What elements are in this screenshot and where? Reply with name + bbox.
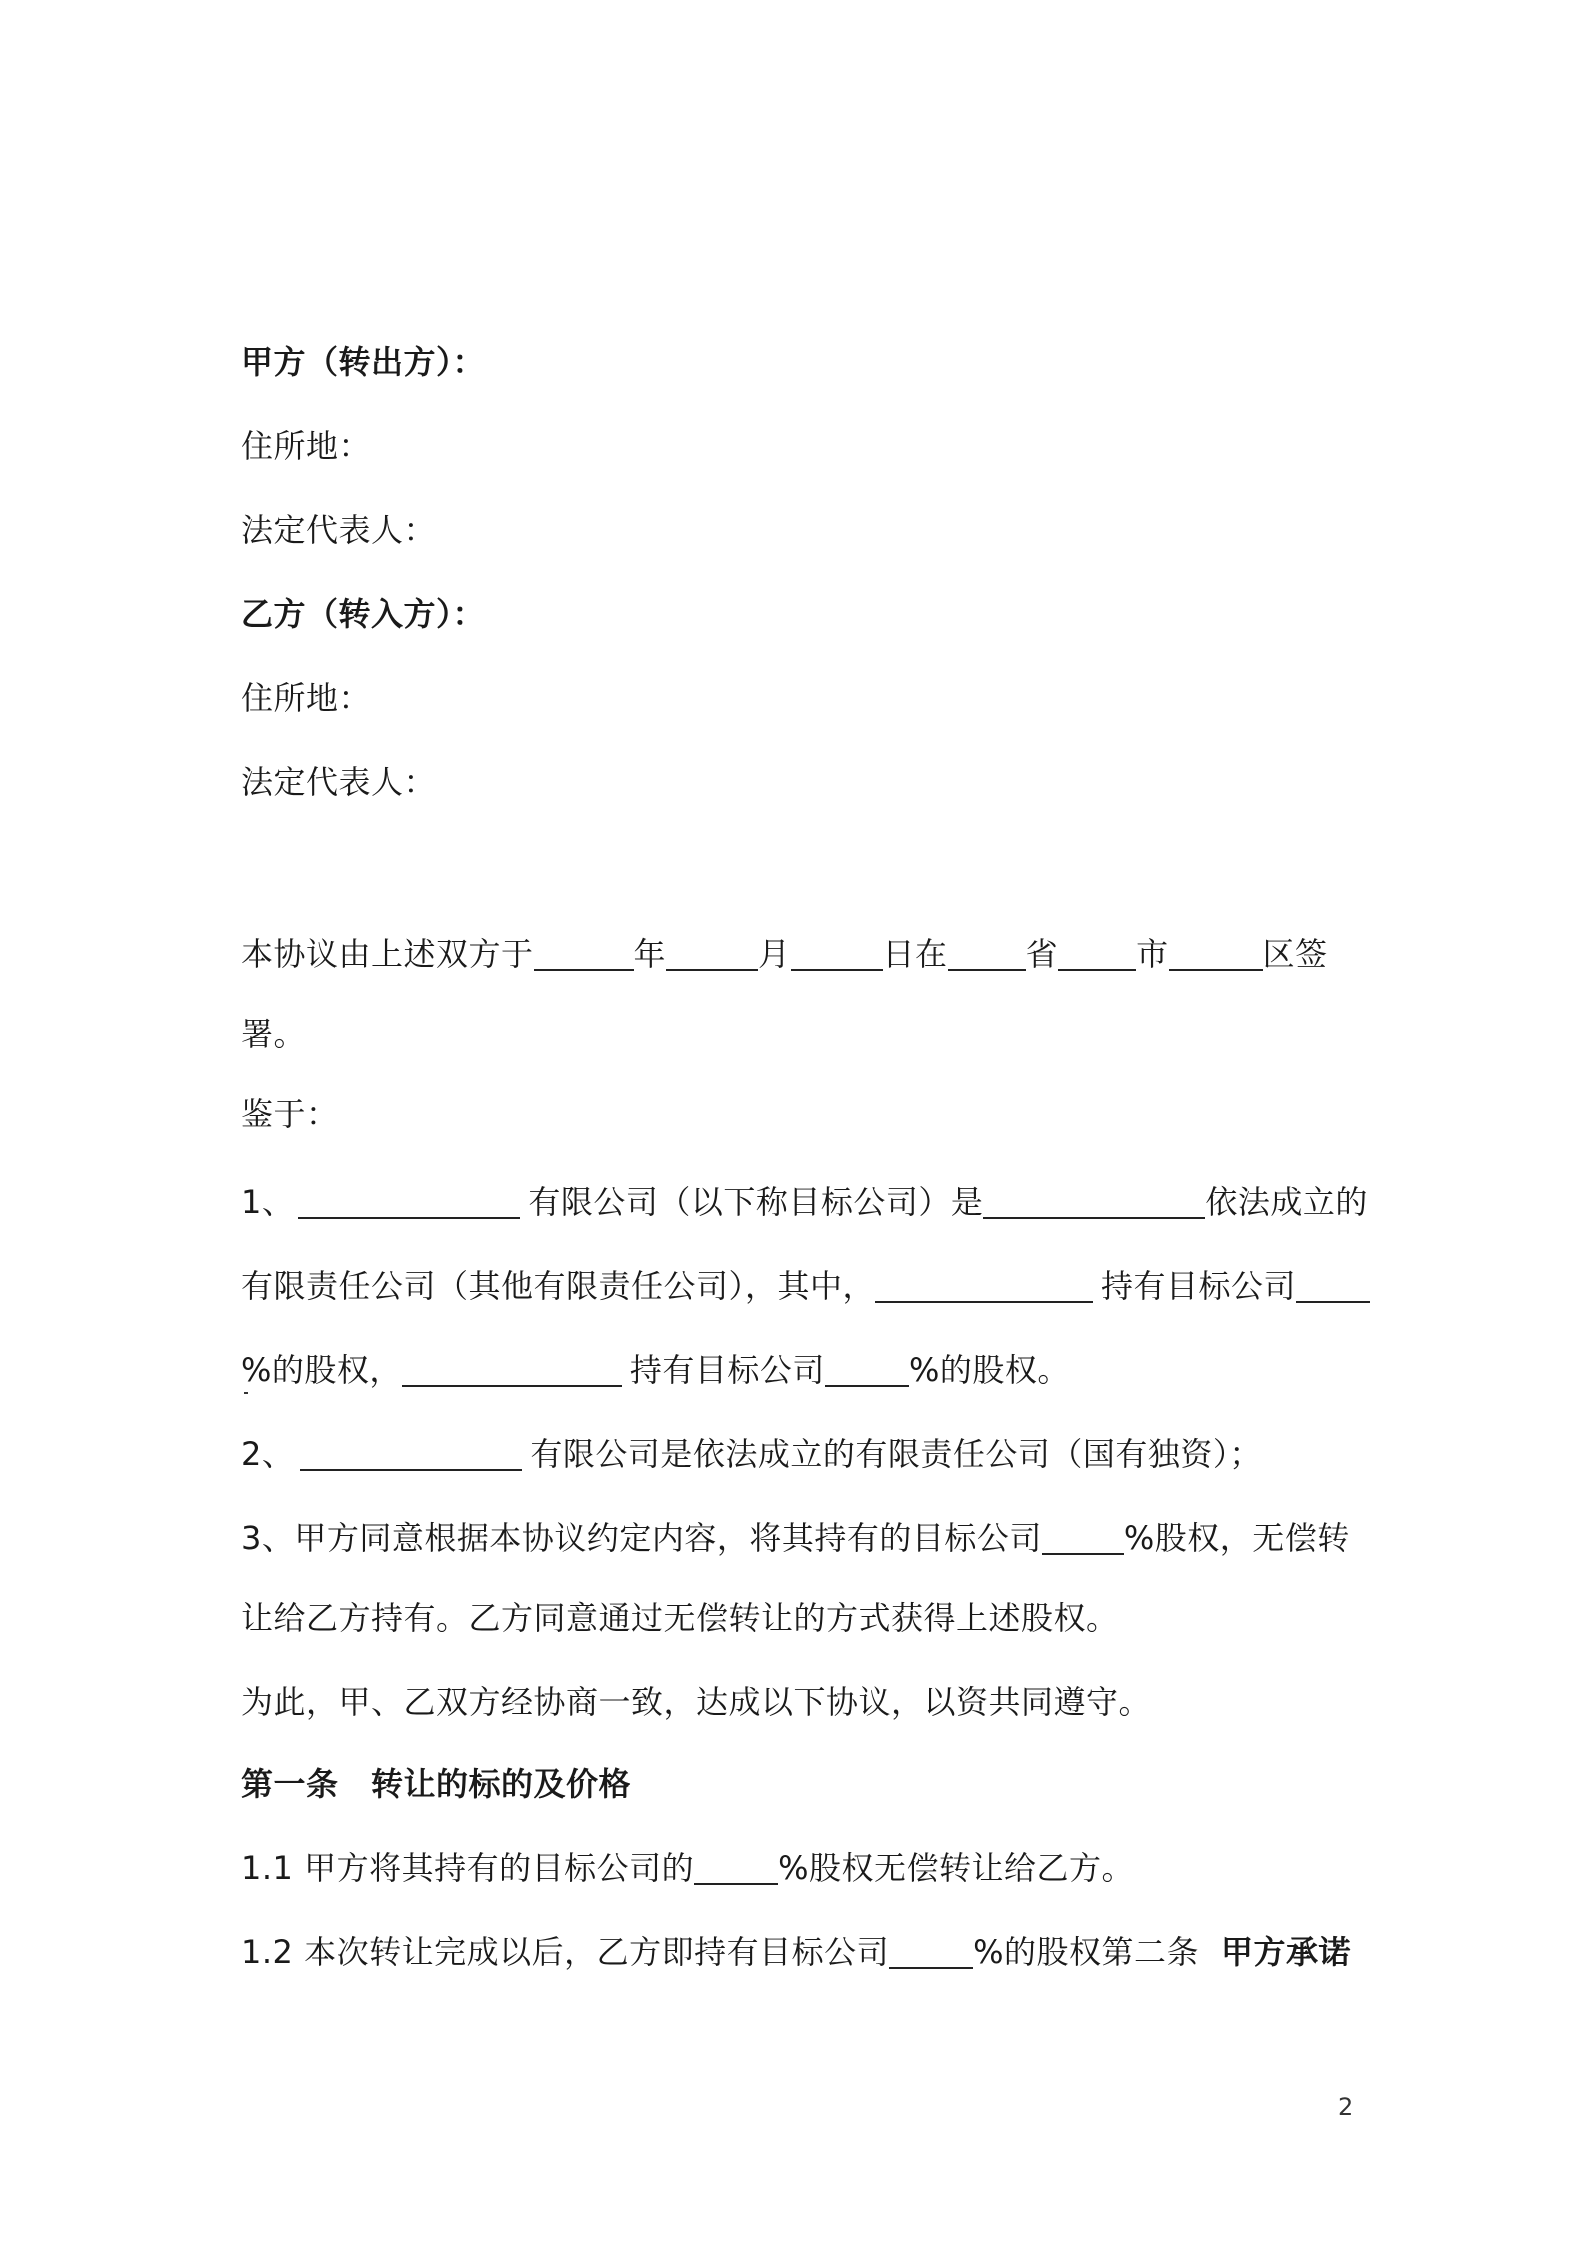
whereas-item-3-line-2: 让给乙方持有。乙方同意通过无偿转让的方式获得上述股权。 [241, 1599, 1119, 1637]
clause-1-1-share-blank [694, 1849, 778, 1885]
item-3-text-a: 3、甲方同意根据本协议约定内容，将其持有的目标公司 [241, 1519, 1042, 1557]
page-number: 2 [1338, 2093, 1354, 2121]
month-blank [666, 935, 758, 971]
company-name-blank [298, 1183, 520, 1219]
clause-1-2-text-a: 1.2 本次转让完成以后，乙方即持有目标公司 [241, 1933, 890, 1971]
shareholder-1-blank [875, 1267, 1093, 1303]
city-label: 市 [1136, 935, 1169, 973]
party-b-address-label: 住所地： [241, 679, 372, 717]
clause-1-2-share-blank [889, 1933, 973, 1969]
item-2-number: 2、 [241, 1435, 295, 1473]
party-b-heading: 乙方（转入方）： [241, 595, 486, 633]
clause-1-2-text-c: 甲方承诺 [1221, 1933, 1352, 1971]
transferee-company-blank [300, 1435, 522, 1471]
clause-1-1-text-a: 1.1 甲方将其持有的目标公司的 [241, 1849, 695, 1887]
article-1-heading: 第一条 转让的标的及价格 [241, 1765, 632, 1803]
party-b-representative-label: 法定代表人： [241, 763, 437, 801]
year-blank [534, 935, 634, 971]
clause-1-2-text-b: %的股权第二条 [973, 1933, 1199, 1971]
month-label: 月 [758, 935, 791, 973]
whereas-item-3-line-1 [241, 1518, 1350, 1558]
party-a-address-label: 住所地： [241, 427, 372, 465]
whereas-item-1-line-3 [241, 1350, 1070, 1390]
district-blank [1169, 935, 1263, 971]
item-1-text-g: %的股权。 [908, 1351, 1070, 1389]
transfer-share-blank [1042, 1519, 1124, 1555]
district-label: 区签 [1262, 935, 1328, 973]
item-1-text-f: 持有目标公司 [629, 1351, 825, 1389]
item-1-text-b: 依法成立的 [1205, 1183, 1368, 1221]
item-1-text-e: %的股权， [241, 1351, 402, 1389]
whereas-heading: 鉴于： [241, 1095, 339, 1133]
day-label: 日在 [882, 935, 948, 973]
whereas-item-1-line-1 [241, 1182, 1368, 1222]
clause-1-1-text-b: %股权无偿转让给乙方。 [778, 1849, 1134, 1887]
whereas-item-2 [241, 1434, 1262, 1474]
signing-line [241, 934, 1328, 974]
item-2-text: 有限公司是依法成立的有限责任公司（国有独资）； [530, 1435, 1262, 1473]
item-3-text-b: %股权，无偿转 [1123, 1519, 1350, 1557]
province-blank [948, 935, 1026, 971]
share-2-blank [825, 1351, 909, 1387]
clause-1-1 [241, 1848, 1134, 1888]
whereas-item-1-line-2 [241, 1266, 1370, 1306]
city-blank [1058, 935, 1136, 971]
item-1-text-a: 有限公司（以下称目标公司）是 [528, 1183, 984, 1221]
item-1-number: 1、 [241, 1183, 295, 1221]
year-label: 年 [633, 935, 667, 973]
party-a-representative-label: 法定代表人： [241, 511, 437, 549]
party-a-heading: 甲方（转出方）： [241, 343, 486, 381]
day-blank [791, 935, 883, 971]
stray-mark [244, 1392, 248, 1394]
signing-line-end: 署。 [241, 1015, 307, 1053]
clause-1-2 [241, 1932, 1351, 1972]
item-1-text-d: 持有目标公司 [1101, 1267, 1297, 1305]
jurisdiction-blank [983, 1183, 1205, 1219]
whereas-conclusion: 为此，甲、乙双方经协商一致，达成以下协议，以资共同遵守。 [241, 1683, 1152, 1721]
signing-prefix: 本协议由上述双方于 [241, 935, 534, 973]
shareholder-2-blank [402, 1351, 622, 1387]
item-1-text-c: 有限责任公司（其他有限责任公司），其中， [241, 1267, 876, 1305]
province-label: 省 [1025, 935, 1059, 973]
share-1-blank [1296, 1267, 1370, 1303]
